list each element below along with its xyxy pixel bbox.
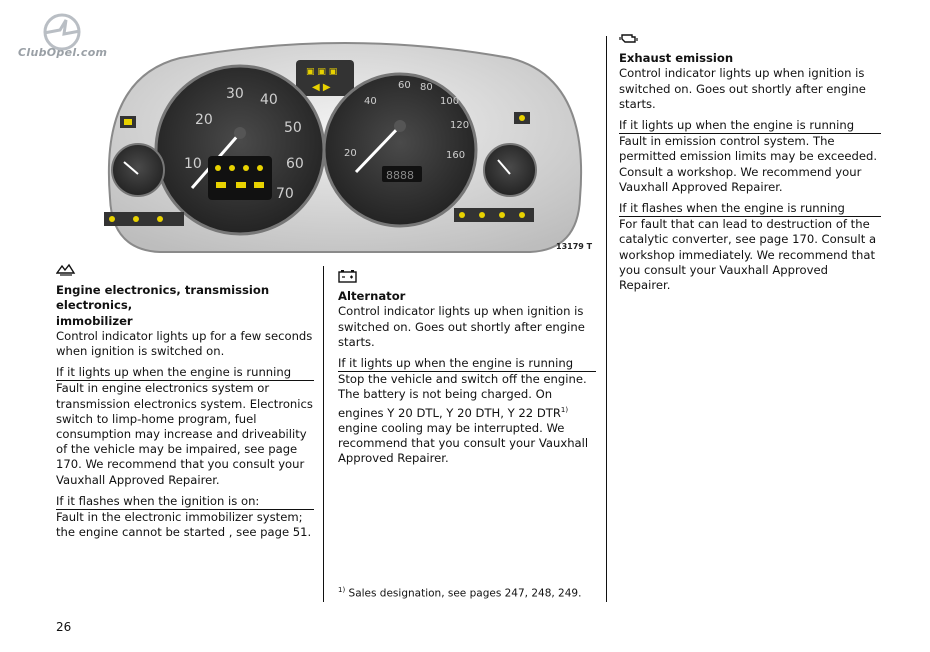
watermark-text: ClubOpel.com	[18, 46, 108, 59]
battery-icon	[338, 268, 358, 284]
svg-text:50: 50	[284, 120, 302, 136]
condition-text: Stop the vehicle and switch off the engine. The battery is not being charged. On engines Y 20 DTL, Y 20 DTH, Y 22 DTR$^{1)}$ engine cooling may be interrupted. We recommend that you consult your Vauxhall Approved Repairer.	[338, 372, 589, 466]
condition-text: Fault in engine electronics system or transmission electronics system. Electronics switch to limp-home program, fuel consumption may increase and driveability of the vehicle may be impaired, see page 170. We recommend that you consult your Vauxhall Approved Repairer.	[56, 381, 313, 487]
section-intro: Control indicator lights up when ignition is switched on. Goes out shortly after engine starts.	[338, 304, 585, 349]
section-heading-line-3: immobilizer	[56, 313, 133, 328]
condition-heading: If it flashes when the engine is running	[619, 201, 845, 216]
odometer-display: 8888	[386, 169, 414, 182]
condition-text: For fault that can lead to destruction of the catalytic converter, see page 170. Consult a workshop immediately. We recommend that you consult your Vauxhall Approved Repairer.	[619, 217, 877, 293]
svg-text:80: 80	[420, 82, 433, 93]
svg-text:70: 70	[276, 186, 294, 202]
condition-heading: If it lights up when the engine is running	[56, 365, 292, 380]
alternator-section	[338, 268, 596, 466]
column-divider	[606, 36, 607, 602]
condition-text: Fault in the electronic immobilizer system; the engine cannot be started , see page 51.	[56, 510, 312, 540]
footnote-marker: 1)	[338, 586, 346, 594]
speedometer-dial	[156, 66, 324, 234]
section-heading: Exhaust emission	[619, 51, 734, 66]
section-intro: Control indicator lights up when ignition is switched on. Goes out shortly after engine starts.	[619, 66, 866, 111]
condition-heading: If it lights up when the engine is running	[338, 356, 574, 371]
condition-heading: If it flashes when the ignition is on:	[56, 493, 260, 508]
engine-electronics-section	[56, 262, 314, 540]
section-heading: Alternator	[338, 289, 406, 304]
svg-text:160: 160	[446, 150, 466, 161]
footnote	[338, 586, 581, 600]
svg-text:120: 120	[450, 120, 470, 131]
page-number: 26	[56, 620, 72, 634]
engine-electronics-icon	[56, 262, 76, 278]
tachometer-dial	[324, 74, 476, 226]
figure-code: 13179 T	[556, 242, 593, 251]
svg-text:60: 60	[286, 156, 304, 172]
footnote-text: Sales designation, see pages 247, 248, 249.	[345, 587, 582, 600]
svg-text:▣ ▣ ▣: ▣ ▣ ▣	[306, 67, 338, 77]
svg-text:40: 40	[260, 92, 278, 108]
column-divider	[323, 266, 324, 602]
svg-text:40: 40	[364, 96, 377, 107]
footnote-ref: 1)	[560, 405, 569, 414]
condition-text: Fault in emission control system. The permitted emission limits may be exceeded. Consult a workshop. We recommend your Vauxhall Approved Repairer.	[619, 134, 878, 194]
svg-text:◀ ▶: ◀ ▶	[312, 82, 331, 93]
svg-text:10: 10	[184, 156, 202, 172]
exhaust-emission-icon	[619, 30, 639, 46]
exhaust-emission-section	[619, 30, 881, 293]
svg-text:20: 20	[195, 112, 213, 128]
section-heading-line-1: Engine electronics, transmission	[56, 283, 270, 298]
section-intro: Control indicator lights up for a few seconds when ignition is switched on.	[56, 328, 313, 359]
section-heading-line-2: electronics,	[56, 298, 133, 313]
svg-text:60: 60	[398, 80, 411, 91]
svg-text:100: 100	[440, 96, 460, 107]
instrument-cluster-figure	[100, 38, 593, 260]
condition-heading: If it lights up when the engine is running	[619, 118, 855, 133]
svg-text:30: 30	[226, 86, 244, 102]
svg-text:20: 20	[344, 148, 357, 159]
